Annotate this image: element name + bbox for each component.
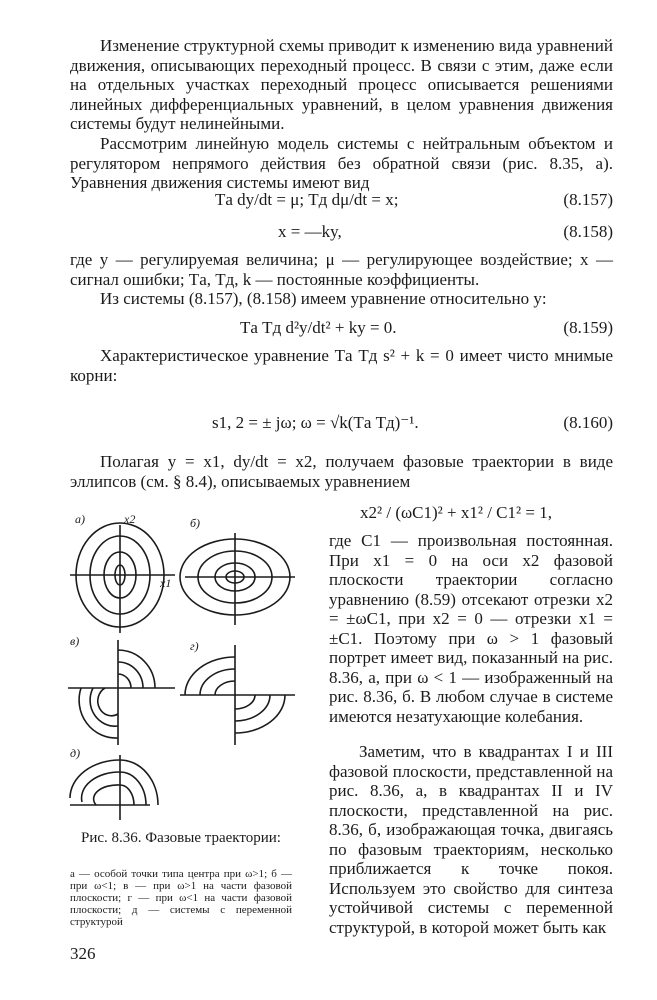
paragraph-3: где y — регулируемая величина; μ — регулирующее воздействие; x — сигнал ошибки; Tа, Tд, k — постоянные коэффициенты. [70, 250, 613, 289]
equation-8-159: Tа Tд d²y/dt² + ky = 0. [240, 318, 397, 337]
equation-ellipse: x2² / (ωC1)² + x1² / C1² = 1, [360, 503, 552, 522]
figure-label-d: д) [70, 746, 81, 760]
axis-label-x1: x1 [160, 576, 172, 590]
paragraph-5: Характеристическое уравнение Tа Tд s² + k = 0 имеет чисто мнимые корни: [70, 346, 613, 385]
equation-number-8-158: (8.158) [563, 222, 613, 241]
paragraph-6: Полагая y = x1, dy/dt = x2, получаем фазовые траектории в виде эллипсов (см. § 8.4), описываемых уравнением [70, 452, 613, 491]
phase-portrait-b [180, 533, 295, 625]
equation-number-8-157: (8.157) [563, 190, 613, 209]
page-number: 326 [70, 944, 96, 963]
figure-label-a: а) [75, 512, 85, 526]
figure-label-v: в) [70, 634, 80, 648]
right-column-paragraph-1: где C1 — произвольная постоянная. При x1 = 0 на оси x2 фазовой плоскости траектории согласно уравнению (8.59) отсекают отрезки x2 = ±ωC1, при x2 = 0 — отрезки x1 = ±C1. Поэтому при ω > 1 фазовый портрет имеет вид, показанный на рис. 8.36, а, при ω < 1 — изображенный на рис. 8.36, б. В любом случае в системе имеются незатухающие колебания. [329, 531, 613, 726]
figure-legend: а — особой точки типа центра при ω>1; б — при ω<1; в — при ω>1 на части фазовой плоскости; г — при ω<1 на части фазовой плоскости; д — системы с переменной структурой [70, 868, 292, 928]
equation-8-158: x = —ky, [278, 222, 342, 241]
phase-portrait-v [68, 640, 175, 745]
figure-8-36-phase-portraits [60, 505, 310, 825]
phase-portrait-d [70, 755, 158, 820]
paragraph-2: Рассмотрим линейную модель системы с нейтральным объектом и регулятором непрямого действия без обратной связи (рис. 8.35, а). Уравнения движения системы имеют вид [70, 134, 613, 192]
phase-portrait-g [180, 645, 295, 745]
figure-label-b: б) [190, 516, 201, 530]
equation-number-8-160: (8.160) [563, 413, 613, 432]
paragraph-1: Изменение структурной схемы приводит к изменению вида уравнений движения, описывающих переходный процесс. В связи с этим, даже если на отдельных участках переходный процесс описывается решениями линейных дифференциальных уравнений, в целом уравнения движения системы будут нелинейными. [70, 36, 613, 133]
paragraph-4: Из системы (8.157), (8.158) имеем уравнение относительно y: [100, 289, 547, 308]
axis-label-x2: x2 [124, 512, 136, 526]
figure-label-g: г) [190, 639, 199, 653]
equation-8-160: s1, 2 = ± jω; ω = √k(Tа Tд)⁻¹. [212, 413, 419, 432]
figure-caption: Рис. 8.36. Фазовые траектории: [81, 830, 281, 846]
equation-number-8-159: (8.159) [563, 318, 613, 337]
equation-8-157: Tа dy/dt = μ; Tд dμ/dt = x; [215, 190, 399, 209]
right-column-paragraph-2: Заметим, что в квадрантах I и III фазовой плоскости, представленной на рис. 8.36, а, в квадрантах II и IV плоскости, представленной на рис. 8.36, б, изображающая точка, двигаясь по фазовым траекториям, несколько приближается к точке покоя. Используем это свойство для синтеза устойчивой системы с переменной структурой, в которой может быть как [329, 742, 613, 937]
